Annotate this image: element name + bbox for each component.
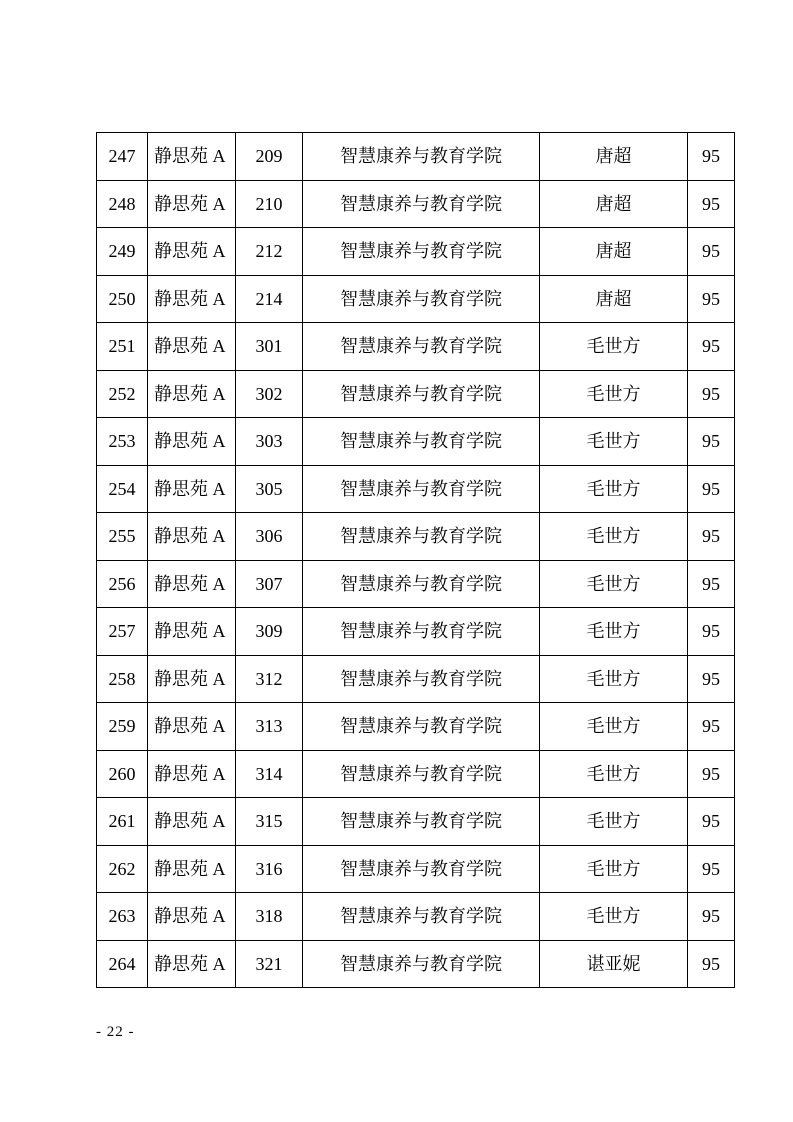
building-cell: 静思苑 A [148, 513, 236, 561]
counselor-cell: 毛世方 [540, 608, 688, 656]
score-cell: 95 [688, 228, 735, 276]
college-cell: 智慧康养与教育学院 [303, 608, 540, 656]
college-cell: 智慧康养与教育学院 [303, 180, 540, 228]
building-cell: 静思苑 A [148, 798, 236, 846]
room-number-cell: 305 [236, 465, 303, 513]
college-cell: 智慧康养与教育学院 [303, 465, 540, 513]
table-row [97, 465, 735, 513]
counselor-cell: 毛世方 [540, 323, 688, 371]
college-cell: 智慧康养与教育学院 [303, 798, 540, 846]
room-number-cell: 301 [236, 323, 303, 371]
table-row [97, 893, 735, 941]
building-cell: 静思苑 A [148, 180, 236, 228]
counselor-cell: 唐超 [540, 228, 688, 276]
room-number-cell: 212 [236, 228, 303, 276]
college-cell: 智慧康养与教育学院 [303, 370, 540, 418]
college-cell: 智慧康养与教育学院 [303, 418, 540, 466]
room-number-cell: 214 [236, 275, 303, 323]
room-number-cell: 318 [236, 893, 303, 941]
dormitory-score-table [96, 132, 735, 988]
college-cell: 智慧康养与教育学院 [303, 940, 540, 988]
table-row [97, 560, 735, 608]
room-number-cell: 309 [236, 608, 303, 656]
college-cell: 智慧康养与教育学院 [303, 228, 540, 276]
counselor-cell: 毛世方 [540, 655, 688, 703]
row-index-cell: 262 [97, 845, 148, 893]
score-cell: 95 [688, 940, 735, 988]
table-row [97, 608, 735, 656]
room-number-cell: 307 [236, 560, 303, 608]
counselor-cell: 毛世方 [540, 418, 688, 466]
score-cell: 95 [688, 750, 735, 798]
score-cell: 95 [688, 513, 735, 561]
room-number-cell: 316 [236, 845, 303, 893]
college-cell: 智慧康养与教育学院 [303, 655, 540, 703]
score-cell: 95 [688, 703, 735, 751]
building-cell: 静思苑 A [148, 370, 236, 418]
building-cell: 静思苑 A [148, 703, 236, 751]
building-cell: 静思苑 A [148, 323, 236, 371]
score-cell: 95 [688, 180, 735, 228]
counselor-cell: 唐超 [540, 275, 688, 323]
table-row [97, 370, 735, 418]
building-cell: 静思苑 A [148, 228, 236, 276]
room-number-cell: 312 [236, 655, 303, 703]
table-row [97, 513, 735, 561]
building-cell: 静思苑 A [148, 560, 236, 608]
row-index-cell: 259 [97, 703, 148, 751]
row-index-cell: 258 [97, 655, 148, 703]
building-cell: 静思苑 A [148, 465, 236, 513]
table-row [97, 228, 735, 276]
table-row [97, 323, 735, 371]
score-cell: 95 [688, 893, 735, 941]
row-index-cell: 252 [97, 370, 148, 418]
score-cell: 95 [688, 275, 735, 323]
counselor-cell: 唐超 [540, 180, 688, 228]
score-cell: 95 [688, 608, 735, 656]
building-cell: 静思苑 A [148, 418, 236, 466]
counselor-cell: 毛世方 [540, 465, 688, 513]
counselor-cell: 毛世方 [540, 370, 688, 418]
building-cell: 静思苑 A [148, 845, 236, 893]
score-cell: 95 [688, 418, 735, 466]
row-index-cell: 263 [97, 893, 148, 941]
page-number: - 22 - [96, 1024, 135, 1040]
building-cell: 静思苑 A [148, 940, 236, 988]
table-row [97, 940, 735, 988]
building-cell: 静思苑 A [148, 750, 236, 798]
room-number-cell: 303 [236, 418, 303, 466]
row-index-cell: 260 [97, 750, 148, 798]
building-cell: 静思苑 A [148, 893, 236, 941]
college-cell: 智慧康养与教育学院 [303, 893, 540, 941]
row-index-cell: 248 [97, 180, 148, 228]
counselor-cell: 谌亚妮 [540, 940, 688, 988]
college-cell: 智慧康养与教育学院 [303, 133, 540, 181]
row-index-cell: 251 [97, 323, 148, 371]
table-row [97, 418, 735, 466]
counselor-cell: 毛世方 [540, 560, 688, 608]
row-index-cell: 250 [97, 275, 148, 323]
college-cell: 智慧康养与教育学院 [303, 513, 540, 561]
score-cell: 95 [688, 133, 735, 181]
score-cell: 95 [688, 560, 735, 608]
counselor-cell: 毛世方 [540, 513, 688, 561]
row-index-cell: 255 [97, 513, 148, 561]
counselor-cell: 毛世方 [540, 750, 688, 798]
row-index-cell: 253 [97, 418, 148, 466]
table-row [97, 275, 735, 323]
room-number-cell: 306 [236, 513, 303, 561]
score-cell: 95 [688, 798, 735, 846]
table-row [97, 750, 735, 798]
counselor-cell: 毛世方 [540, 845, 688, 893]
table-body [97, 133, 735, 988]
row-index-cell: 257 [97, 608, 148, 656]
table-row [97, 703, 735, 751]
score-cell: 95 [688, 845, 735, 893]
table-row [97, 798, 735, 846]
room-number-cell: 313 [236, 703, 303, 751]
college-cell: 智慧康养与教育学院 [303, 750, 540, 798]
room-number-cell: 209 [236, 133, 303, 181]
table-row [97, 180, 735, 228]
row-index-cell: 256 [97, 560, 148, 608]
score-cell: 95 [688, 465, 735, 513]
table-row [97, 655, 735, 703]
room-number-cell: 314 [236, 750, 303, 798]
counselor-cell: 毛世方 [540, 798, 688, 846]
room-number-cell: 315 [236, 798, 303, 846]
score-cell: 95 [688, 323, 735, 371]
college-cell: 智慧康养与教育学院 [303, 845, 540, 893]
room-number-cell: 302 [236, 370, 303, 418]
row-index-cell: 247 [97, 133, 148, 181]
college-cell: 智慧康养与教育学院 [303, 323, 540, 371]
building-cell: 静思苑 A [148, 608, 236, 656]
counselor-cell: 唐超 [540, 133, 688, 181]
college-cell: 智慧康养与教育学院 [303, 703, 540, 751]
room-number-cell: 210 [236, 180, 303, 228]
row-index-cell: 254 [97, 465, 148, 513]
room-number-cell: 321 [236, 940, 303, 988]
table-row [97, 133, 735, 181]
counselor-cell: 毛世方 [540, 703, 688, 751]
building-cell: 静思苑 A [148, 133, 236, 181]
table-row [97, 845, 735, 893]
counselor-cell: 毛世方 [540, 893, 688, 941]
row-index-cell: 249 [97, 228, 148, 276]
college-cell: 智慧康养与教育学院 [303, 560, 540, 608]
row-index-cell: 261 [97, 798, 148, 846]
building-cell: 静思苑 A [148, 655, 236, 703]
college-cell: 智慧康养与教育学院 [303, 275, 540, 323]
building-cell: 静思苑 A [148, 275, 236, 323]
score-cell: 95 [688, 370, 735, 418]
row-index-cell: 264 [97, 940, 148, 988]
score-cell: 95 [688, 655, 735, 703]
